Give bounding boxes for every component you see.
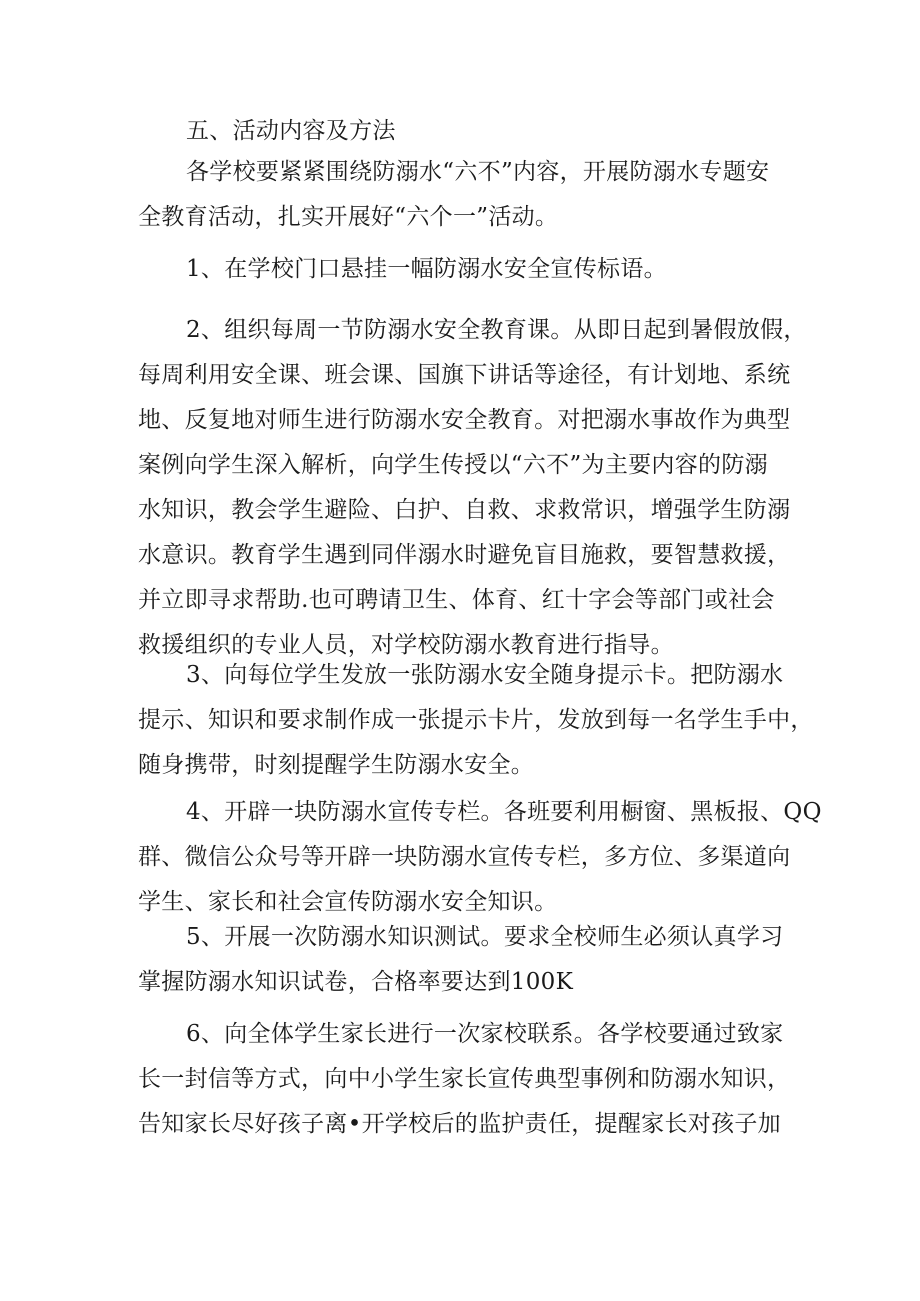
paragraph-line: 全教育活动，扎实开展好“六个一”活动。 [138,204,559,230]
paragraph-line: 2、组织每周一节防溺水安全教育课。从即日起到暑假放假， [186,317,807,343]
paragraph-item-6 [138,1012,791,1147]
paragraph-line: 学生、家长和社会宣传防溺水安全知识。 [138,889,558,915]
paragraph-line: 4、开辟一块防溺水宣传专栏。各班要利用橱窗、黑板报、QQ [186,799,822,825]
paragraph-line: 5、开展一次防溺水知识测试。要求全校师生必须认真学习 [186,924,784,950]
paragraph-line: 3、向每位学生发放一张防溺水安全随身提示卡。把防溺水 [186,662,784,688]
section-heading: 五、活动内容及方法 [186,118,396,144]
paragraph-line: 并立即寻求帮助.也可聘请卫生、体育、红十字会等部门或社会 [138,587,775,613]
paragraph-line: 随身携带，时刻提醒学生防溺水安全。 [138,752,535,778]
paragraph-line: 群、微信公众号等开辟一块防溺水宣传专栏，多方位、多渠道向 [138,844,791,870]
paragraph-item-2 [138,308,807,668]
paragraph-item-3 [138,653,814,788]
paragraph-line: 案例向学生深入解析，向学生传授以“六不”为主要内容的防溺 [138,452,768,478]
paragraph-intro [138,150,778,240]
paragraph-item-1 [138,247,778,292]
paragraph-line: 掌握防溺水知识试卷，合格率要达到100K [138,969,574,995]
paragraph-line: 1、在学校门口悬挂一幅防溺水安全宣传标语。 [186,256,667,282]
paragraph-item-5 [138,915,784,1005]
paragraph-line: 各学校要紧紧围绕防溺水“六不”内容，开展防溺水专题安 [186,159,770,185]
paragraph-line: 每周利用安全课、班会课、国旗下讲话等途径，有计划地、系统 [138,362,791,388]
paragraph-line: 告知家长尽好孩子离•开学校后的监护责任，提醒家长对孩子加 [138,1111,781,1137]
paragraph-line: 救援组织的专业人员，对学校防溺水教育进行指导。 [138,632,674,658]
paragraph-line: 提示、知识和要求制作成一张提示卡片，发放到每一名学生手中， [138,707,814,733]
paragraph-line: 水知识，教会学生避险、白护、自救、求救常识，增强学生防溺 [138,497,791,523]
paragraph-item-4 [138,790,822,925]
paragraph-line: 地、反复地对师生进行防溺水安全教育。对把溺水事故作为典型 [138,407,791,433]
paragraph-line: 6、向全体学生家长进行一次家校联系。各学校要通过致家 [186,1021,784,1047]
paragraph-line: 水意识。教育学生遇到同伴溺水时避免盲目施救，要智慧救援， [138,542,791,568]
paragraph-line: 长一封信等方式，向中小学生家长宣传典型事例和防溺水知识， [138,1066,791,1092]
